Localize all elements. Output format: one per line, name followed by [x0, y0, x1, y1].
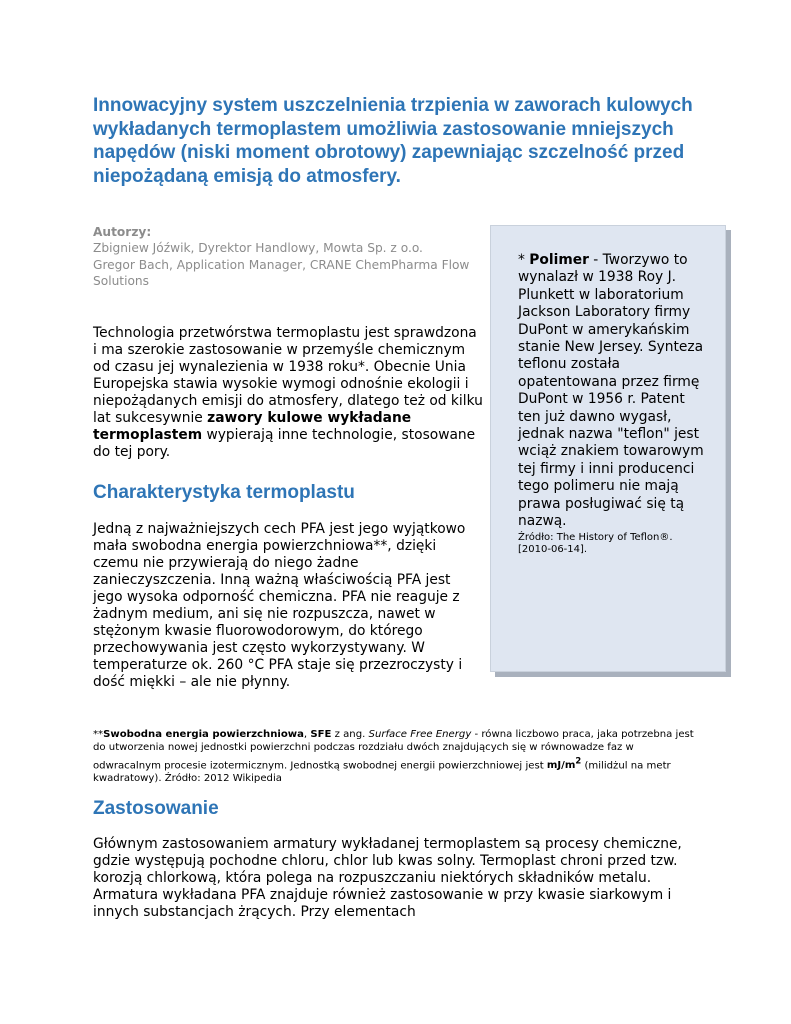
- intro-bold-text: zawory kulowe wykładane termoplastem: [93, 410, 412, 443]
- sidebar-source: Źródło: The History of Teflon®. [2010-06-14].: [518, 531, 673, 556]
- footnote-text: - równa liczbowo praca, jaka potrzebna jest do utworzenia nowej jednostki powierzchni podczas rozdziału dwóch znajdujących się w równowadze faz w odwracalnym procesie izotermicznym. Jednostką swobodnej energii powierzchniowej jest: [93, 729, 694, 771]
- sidebar-text: - Tworzywo to wynalazł w 1938 Roy J. Plunkett w laboratorium Jackson Laboratory firmy DuPont w amerykańskim stanie New Jersey. Synteza teflonu została opatentowana przez firmę DuPont w 1956 r. Patent ten już dawno wygasł, jednak nazwa "teflon" jest wciąż znakiem towarowym tej firmy i inni producenci tego polimeru nie mają prawa posługiwać się tą nazwą.: [518, 252, 704, 530]
- intro-paragraph: [93, 325, 483, 461]
- characteristics-paragraph: Jedną z najważniejszych cech PFA jest jego wyjątkowo mała swobodna energia powierzchniowa**, dzięki czemu nie przywierają do niego żadne zanieczyszczenia. Inną ważną właściwością PFA jest jego wysoka odporność chemiczna. PFA nie reaguje z żadnym medium, ani się nie rozpuszcza, nawet w stężonym kwasie fluorowodorowym, do którego przechowywania jest często wykorzystywany. W temperaturze ok. 260 °C PFA staje się przezroczysty i dość miękki – ale nie płynny.: [93, 521, 466, 690]
- document-title: Innowacyjny system uszczelnienia trzpienia w zaworach kulowych wykładanych termoplastem umożliwia zastosowanie mniejszych napędów (niski moment obrotowy) zapewniając szczelność przed niepożądaną emisją do atmosfery.: [93, 95, 693, 187]
- footnote-english-term: Surface Free Energy: [368, 729, 472, 740]
- footnote: [93, 729, 703, 786]
- footnote-term: Swobodna energia powierzchniowa: [103, 729, 304, 740]
- authors-block: [93, 224, 473, 290]
- sidebar-term: Polimer: [529, 252, 589, 268]
- footnote-unit-exponent: 2: [575, 755, 582, 766]
- footnote-unit-base: mJ/m: [546, 759, 576, 771]
- application-paragraph: Głównym zastosowaniem armatury wykładanej termoplastem są procesy chemiczne, gdzie występują pochodne chloru, chlor lub kwas solny. Termoplast chroni przed tzw. korozją chlorkową, która polega na rozpuszczaniu niektórych składników metalu. Armatura wykładana PFA znajduje również zastosowanie w przy kwasie siarkowym i innych substancjach żrących. Przy elementach: [93, 836, 682, 920]
- authors-label: Autorzy:: [93, 225, 152, 239]
- footnote-marker: **: [93, 729, 104, 740]
- intro-text: Technologia przetwórstwa termoplastu jest sprawdzona i ma szerokie zastosowanie w przemyśle chemicznym od czasu jej wynalezienia w 1938 roku*. Obecnie Unia Europejska stawia wysokie wymogi odnośnie ekologii i niepożądanych emisji do atmosfery, dlatego też od kilku lat sukcesywnie: [93, 325, 483, 426]
- polymer-sidebar-box: [490, 225, 726, 672]
- sidebar-content: [518, 252, 708, 557]
- footnote-text-end: (milidżul na metr kwadratowy). Źródło: 2012 Wikipedia: [93, 759, 671, 784]
- section-heading-application: Zastosowanie: [93, 798, 219, 819]
- footnote-abbr: SFE: [310, 729, 332, 740]
- author-line: Gregor Bach, Application Manager, CRANE ChemPharma Flow Solutions: [93, 257, 470, 289]
- footnote-sep: ,: [303, 729, 311, 740]
- footnote-lang: z ang.: [331, 729, 369, 740]
- section-heading-characteristics: Charakterystyka termoplastu: [93, 482, 355, 503]
- author-line: Zbigniew Jóźwik, Dyrektor Handlowy, Mowta Sp. z o.o.: [93, 241, 423, 256]
- sidebar-marker: *: [518, 252, 530, 268]
- intro-text-end: wypierają inne technologie, stosowane do tej pory.: [93, 427, 476, 460]
- footnote-unit: [546, 755, 582, 771]
